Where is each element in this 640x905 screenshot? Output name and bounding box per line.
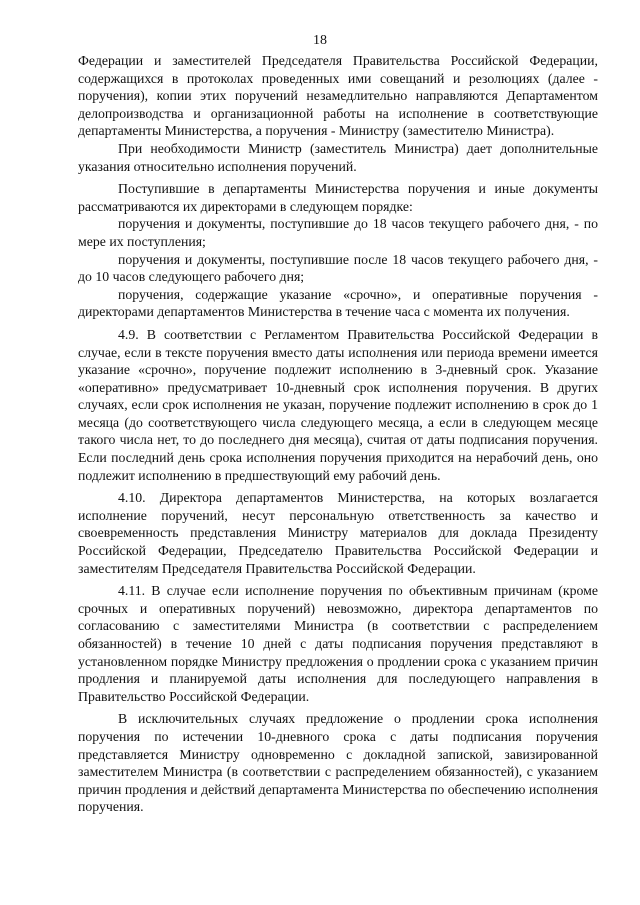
document-body xyxy=(78,52,598,816)
paragraph-exceptional-cases: В исключительных случаях предложение о продлении срока исполнения поручения по истечении 10-дневного срока с даты подписания поручения представляется Министру одновременно с докладной запиской, завизированной заместителем Министра (в соответствии с распределением обязанностей), с указанием причин продления и действий департамента Министерства по обеспечению исполнения поручения. xyxy=(78,711,598,815)
paragraph-additional-instructions: При необходимости Министр (заместитель Министра) дает дополнительные указания относительно исполнения поручений. xyxy=(78,140,598,174)
clause-4-9: 4.9. В соответствии с Регламентом Правительства Российской Федерации в случае, если в тексте поручения вместо даты исполнения или периода времени имеется указание «срочно», поручение подлежит исполнению в 3-дневный срок. Указание «оперативно» предусматривает 10-дневный срок исполнения поручения. В других случаях, если срок исполнения не указан, поручение подлежит исполнению в срок до 1 месяца (до соответствующего числа следующего месяца, а если в следующем месяце такого числа нет, то до последнего дня месяца), считая от даты подписания поручения. Если последний день срока исполнения поручения приходится на нерабочий день, оно подлежит исполнению в предшествующий ему рабочий день. xyxy=(78,326,598,483)
list-item-urgent: поручения, содержащие указание «срочно», и оперативные поручения - директорами департаментов Министерства в течение часа с момента их получения. xyxy=(78,286,598,320)
paragraph-review-order: Поступившие в департаменты Министерства поручения и иные документы рассматриваются их директорами в следующем порядке: xyxy=(78,181,598,214)
clause-4-10: 4.10. Директора департаментов Министерства, на которых возлагается исполнение поручений, несут персональную ответственность за качество и своевременность представления Министру материалов для доклада Президенту Российской Федерации, Председателю Правительства Российской Федерации и заместителям Председателя Правительства Российской Федерации. xyxy=(78,490,598,576)
clause-4-11: 4.11. В случае если исполнение поручения по объективным причинам (кроме срочных и оперативных поручений) невозможно, директора департаментов по согласованию с заместителями Министра (в соответствии с распределением обязанностей) в течение 10 дней с даты подписания поручения представляют в установленном порядке Министру предложения о продлении срока с указанием причин продления и планируемой даты исполнения для последующего направления в Правительство Российской Федерации. xyxy=(78,583,598,704)
page-number: 18 xyxy=(313,33,327,48)
list-item-after-18: поручения и документы, поступившие после 18 часов текущего рабочего дня, - до 10 часов следующего рабочего дня; xyxy=(78,251,598,285)
paragraph-continuation: Федерации и заместителей Председателя Правительства Российской Федерации, содержащихся в протоколах проведенных ими совещаний и резолюциях (далее - поручения), копии этих поручений незамедлительно направляются Департаментом делопроизводства и организационной работы на исполнение в соответствующие департаменты Министерства, а поручения - Министру (заместителю Министра). xyxy=(78,53,598,139)
list-item-before-18: поручения и документы, поступившие до 18 часов текущего рабочего дня, - по мере их поступления; xyxy=(78,216,598,249)
